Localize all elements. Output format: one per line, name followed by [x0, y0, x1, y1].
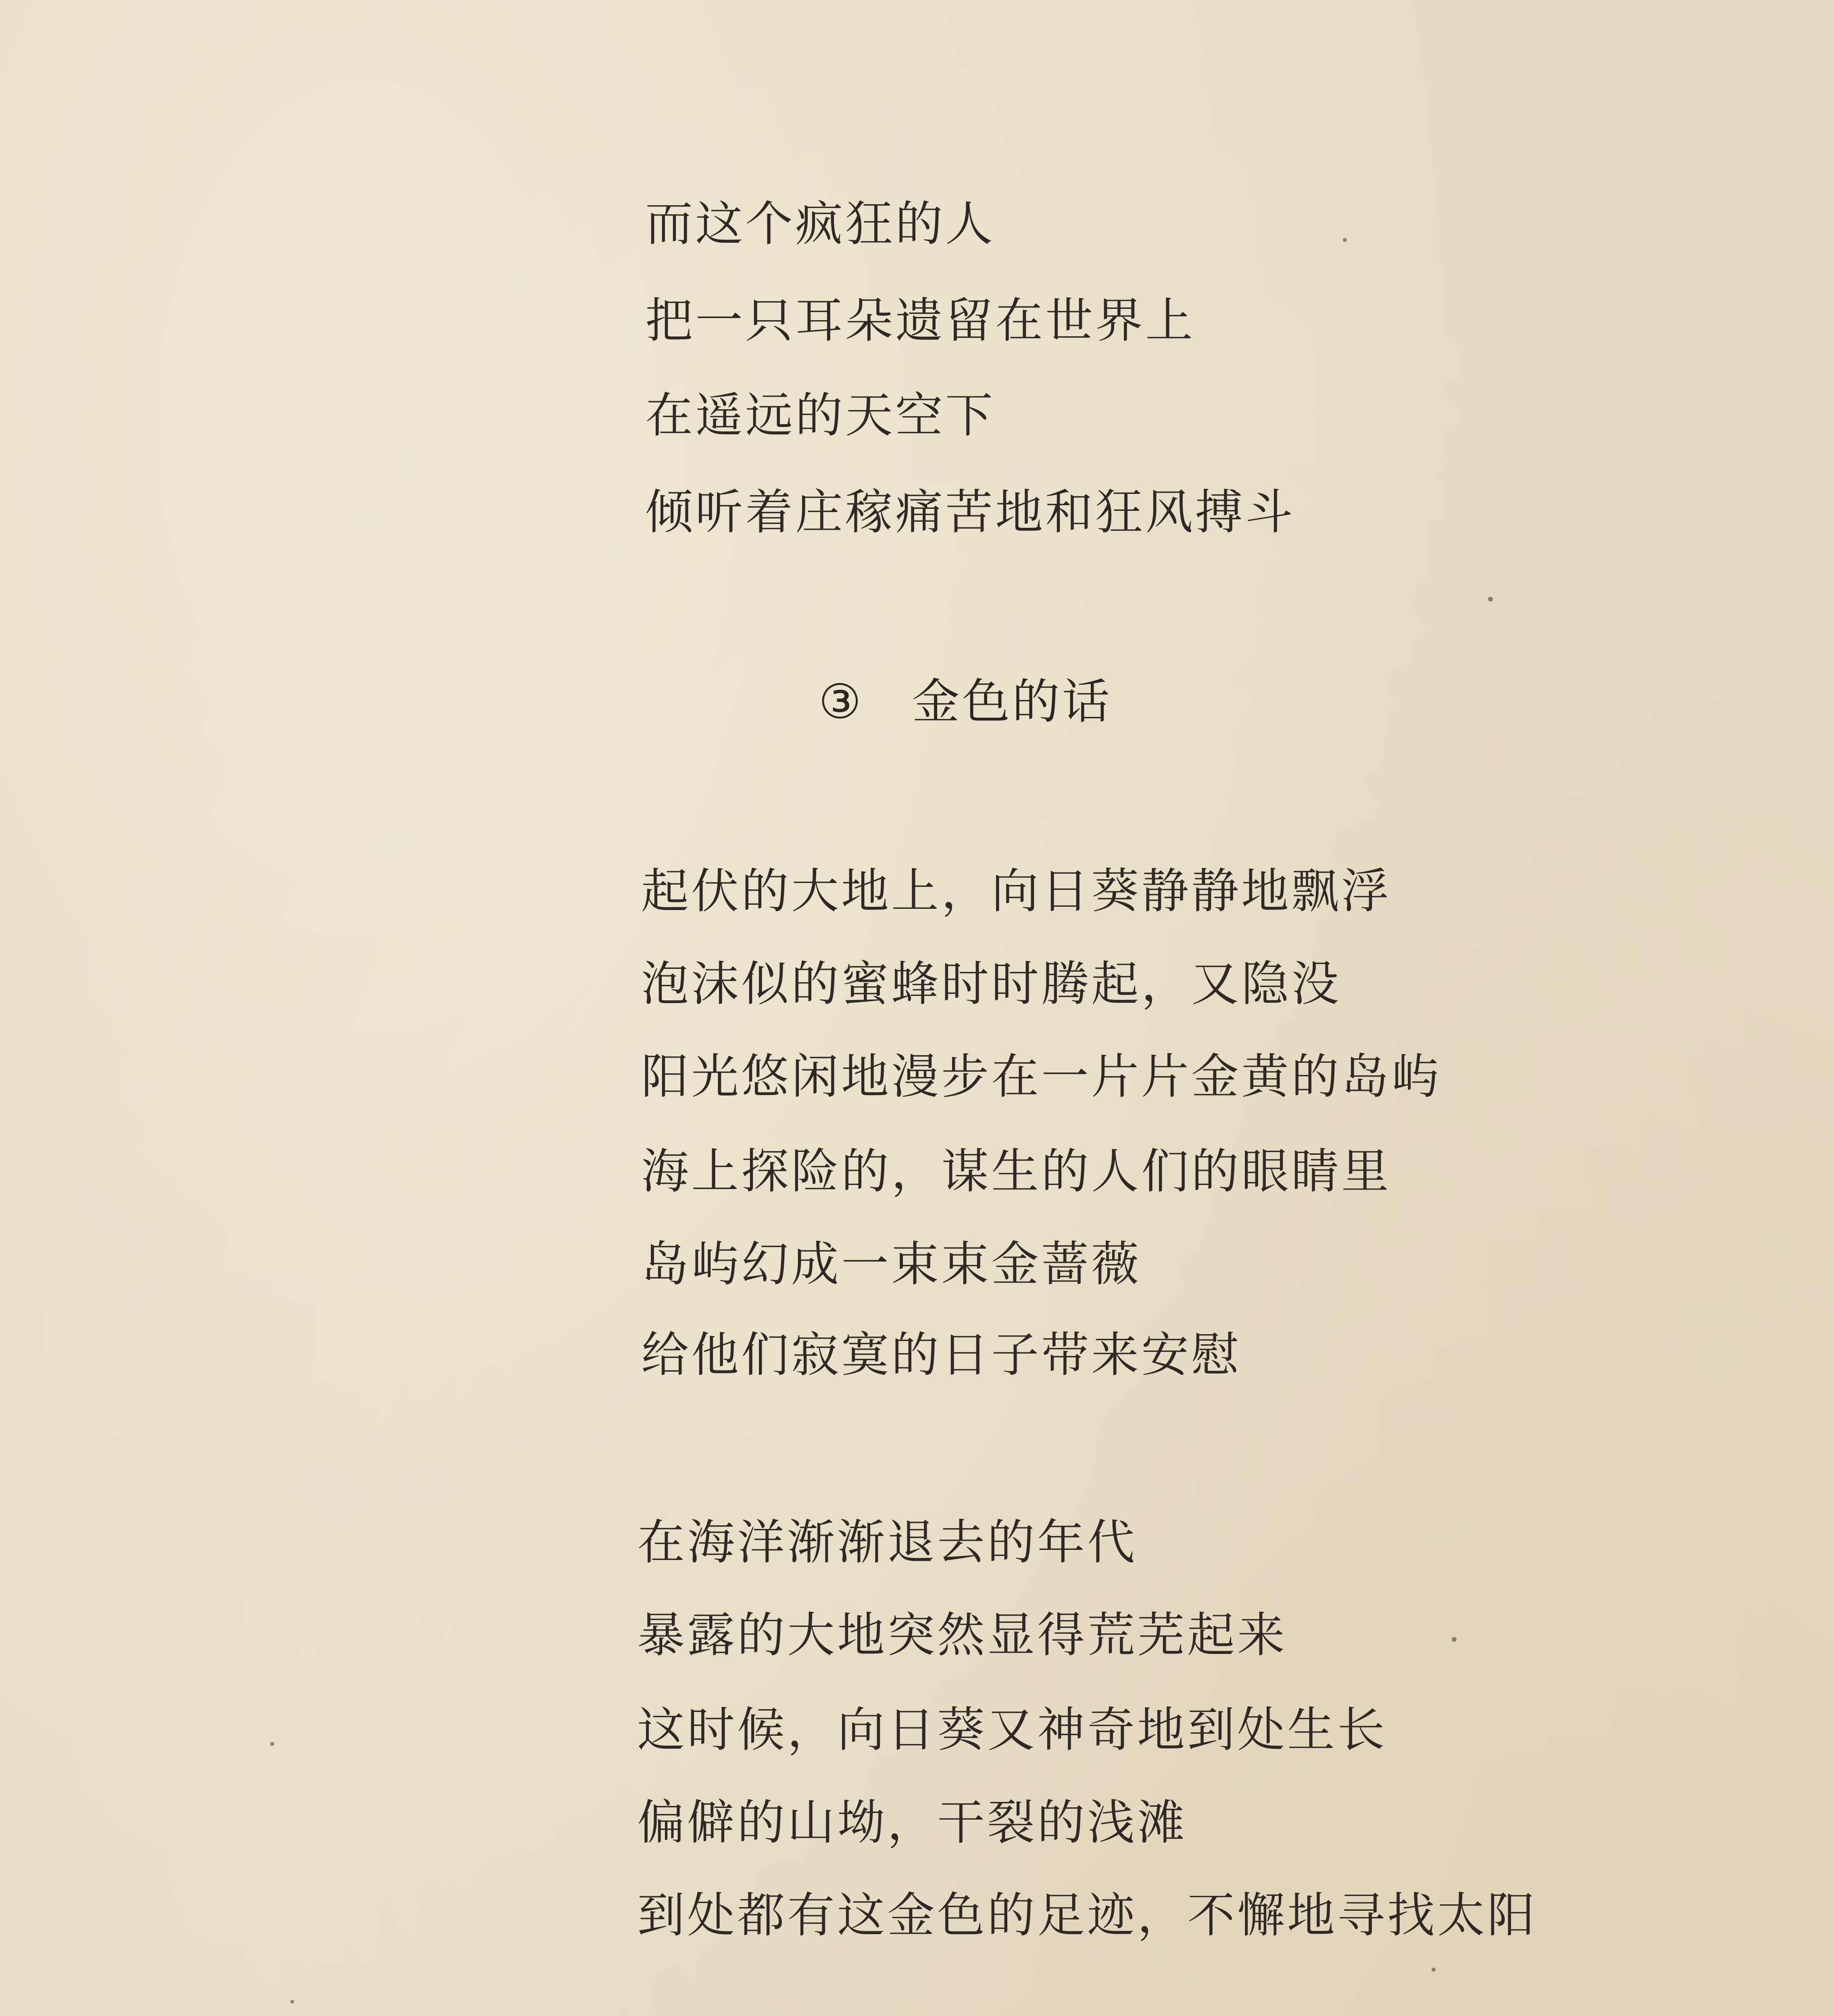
poem-line: 海上探险的，谋生的人们的眼睛里 — [641, 1143, 1392, 1199]
poem-line: 把一只耳朵遗留在世界上 — [645, 293, 1196, 348]
paper-speck — [1432, 1968, 1436, 1972]
paper-speck — [1343, 238, 1347, 242]
poem-line: 泡沫似的蜜蜂时时腾起，又隐没 — [641, 956, 1342, 1012]
paper-speck — [290, 2000, 294, 2004]
poem-line: 暴露的大地突然显得荒芜起来 — [637, 1607, 1288, 1663]
section-heading — [819, 671, 1112, 732]
poem-line: 给他们寂寞的日子带来安慰 — [641, 1327, 1242, 1383]
poem-line: 起伏的大地上，向日葵静静地飘浮 — [641, 863, 1392, 919]
section-title: 金色的话 — [912, 674, 1112, 729]
paper-speck — [270, 1742, 274, 1746]
paper-speck — [1488, 597, 1493, 602]
poem-line: 这时候，向日葵又神奇地到处生长 — [637, 1702, 1388, 1758]
paper-speck — [1452, 1637, 1457, 1642]
poem-line: 岛屿幻成一束束金蔷薇 — [641, 1236, 1142, 1292]
poem-line: 倾听着庄稼痛苦地和狂风搏斗 — [645, 484, 1296, 540]
poem-line: 在海洋渐渐退去的年代 — [637, 1514, 1138, 1570]
section-number: ③ — [819, 674, 864, 729]
poem-line: 到处都有这金色的足迹，不懈地寻找太阳 — [637, 1887, 1538, 1943]
poem-line: 在遥远的天空下 — [645, 387, 996, 443]
poem-line: 偏僻的山坳，干裂的浅滩 — [637, 1795, 1188, 1850]
poem-line: 而这个疯狂的人 — [645, 196, 996, 252]
poem-line: 阳光悠闲地漫步在一片片金黄的岛屿 — [641, 1049, 1442, 1104]
